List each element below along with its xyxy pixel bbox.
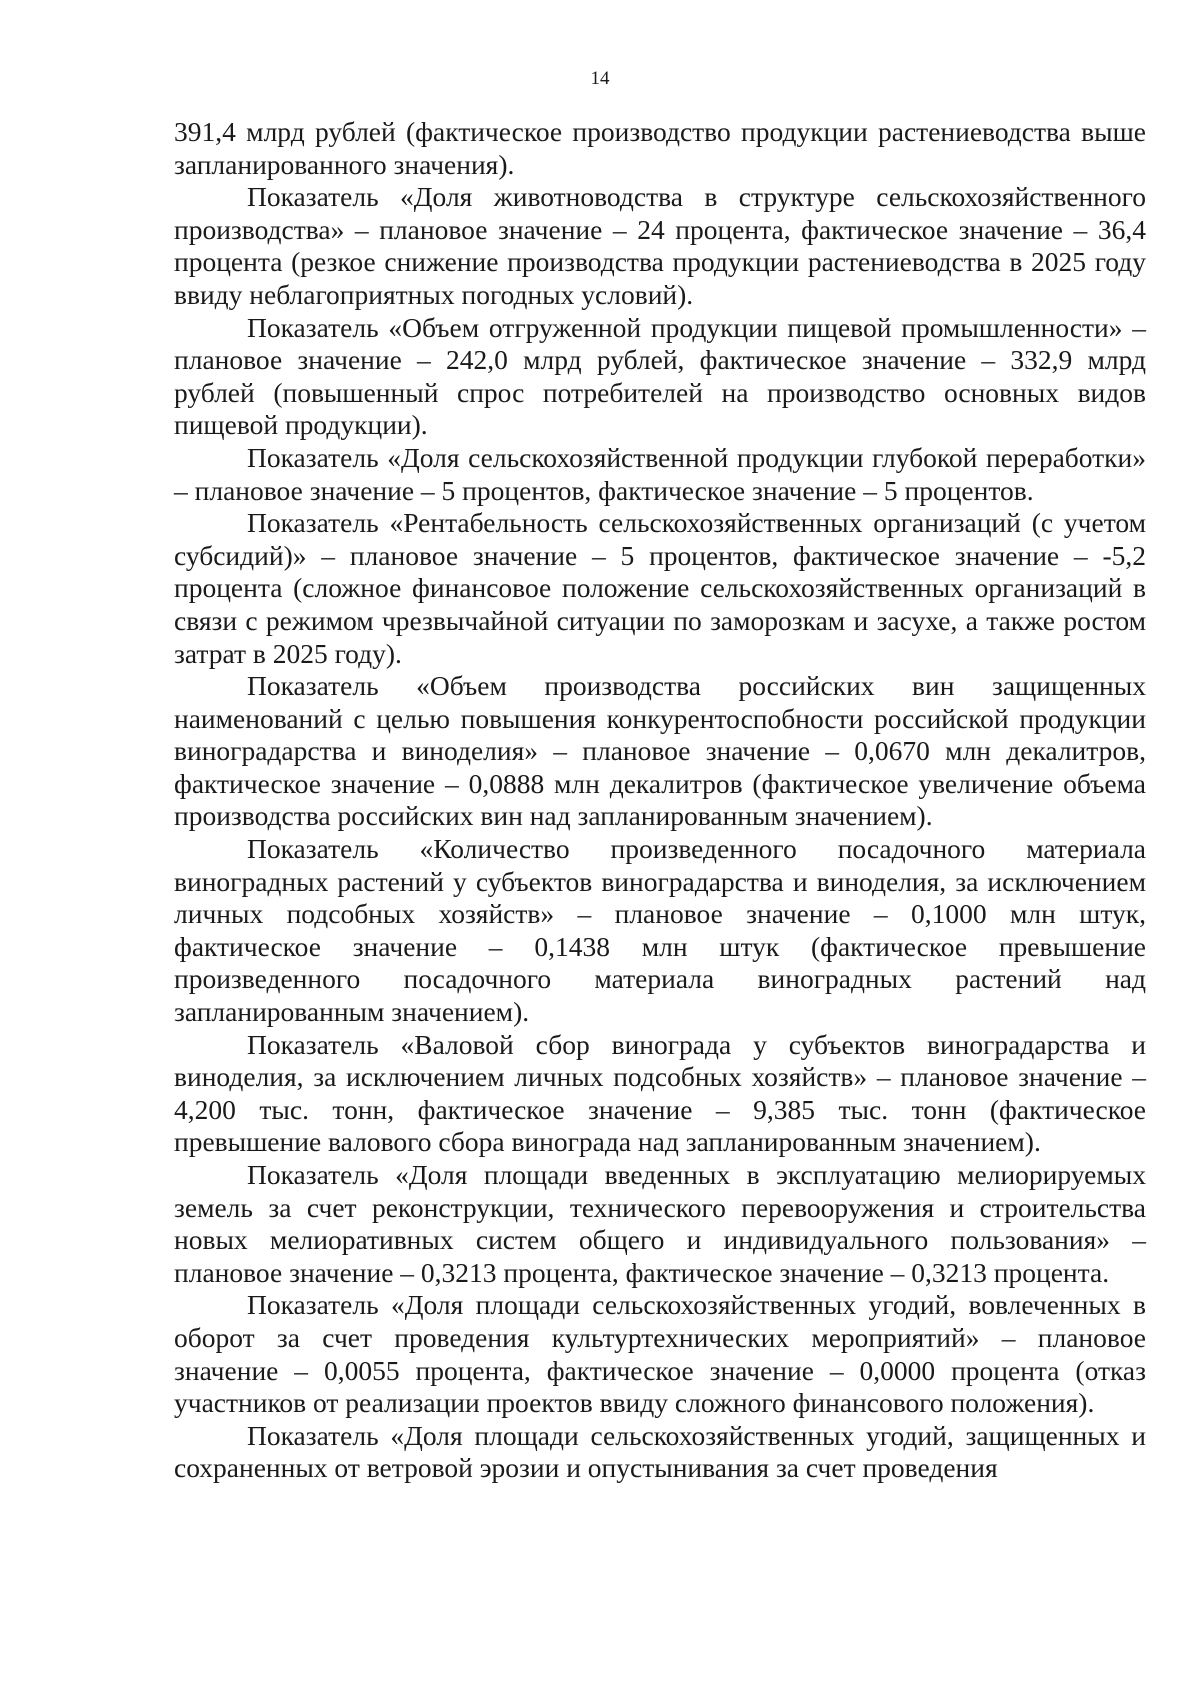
paragraph-3: Показатель «Объем отгруженной продукции пищевой промышленности» – плановое значение – 242,0 млрд рублей, фактическое значение – 332,9 млрд рублей (повышенный спрос потребителей на производство основных видов пищевой продукции). [174, 311, 1146, 441]
paragraph-11: Показатель «Доля площади сельскохозяйственных угодий, защищенных и сохраненных от ветровой эрозии и опустынивания за счет проведения [174, 1419, 1146, 1484]
page-number: 14 [590, 68, 610, 89]
paragraph-5: Показатель «Рентабельность сельскохозяйственных организаций (с учетом субсидий)» – плановое значение – 5 процентов, фактическое значение – -5,2 процента (сложное финансовое положение сельскохозяйственных организаций в связи с режимом чрезвычайной ситуации по заморозкам и засухе, а также ростом затрат в 2025 году). [174, 507, 1146, 669]
paragraph-9: Показатель «Доля площади введенных в эксплуатацию мелиорируемых земель за счет реконструкции, технического перевооружения и строительства новых мелиоративных систем общего и индивидуального пользования» – плановое значение – 0,3213 процента, фактическое значение – 0,3213 процента. [174, 1159, 1146, 1288]
paragraph-8: Показатель «Валовой сбор винограда у субъектов виноградарства и виноделия, за исключением личных подсобных хозяйств» – плановое значение – 4,200 тыс. тонн, фактическое значение – 9,385 тыс. тонн (фактическое превышение валового сбора винограда над запланированным значением). [174, 1028, 1146, 1158]
paragraph-10: Показатель «Доля площади сельскохозяйственных угодий, вовлеченных в оборот за счет проведения культуртехнических мероприятий» – плановое значение – 0,0055 процента, фактическое значение – 0,0000 процента (отказ участников от реализации проектов ввиду сложного финансового положения). [174, 1289, 1146, 1419]
paragraph-1: 391,4 млрд рублей (фактическое производство продукции растениеводства выше запланированного значения). [174, 116, 1146, 180]
paragraph-6: Показатель «Объем производства российских вин защищенных наименований с целью повышения конкурентоспобности российской продукции виноградарства и виноделия» – плановое значение – 0,0670 млн декалитров, фактическое значение – 0,0888 млн декалитров (фактическое увеличение объема производства российских вин над запланированным значением). [174, 670, 1146, 832]
paragraph-4: Показатель «Доля сельскохозяйственной продукции глубокой переработки» – плановое значение – 5 процентов, фактическое значение – 5 процентов. [174, 441, 1146, 506]
paragraph-7: Показатель «Количество произведенного посадочного материала виноградных растений у субъектов виноградарства и виноделия, за исключением личных подсобных хозяйств» – плановое значение – 0,1000 млн штук, фактическое значение – 0,1438 млн штук (фактическое превышение произведенного посадочного материала виноградных растений над запланированным значением). [174, 833, 1146, 1028]
paragraph-2: Показатель «Доля животноводства в структуре сельскохозяйственного производства» – плановое значение – 24 процента, фактическое значение – 36,4 процента (резкое снижение производства продукции растениеводства в 2025 году ввиду неблагоприятных погодных условий). [174, 181, 1146, 310]
document-body [174, 116, 1146, 1485]
